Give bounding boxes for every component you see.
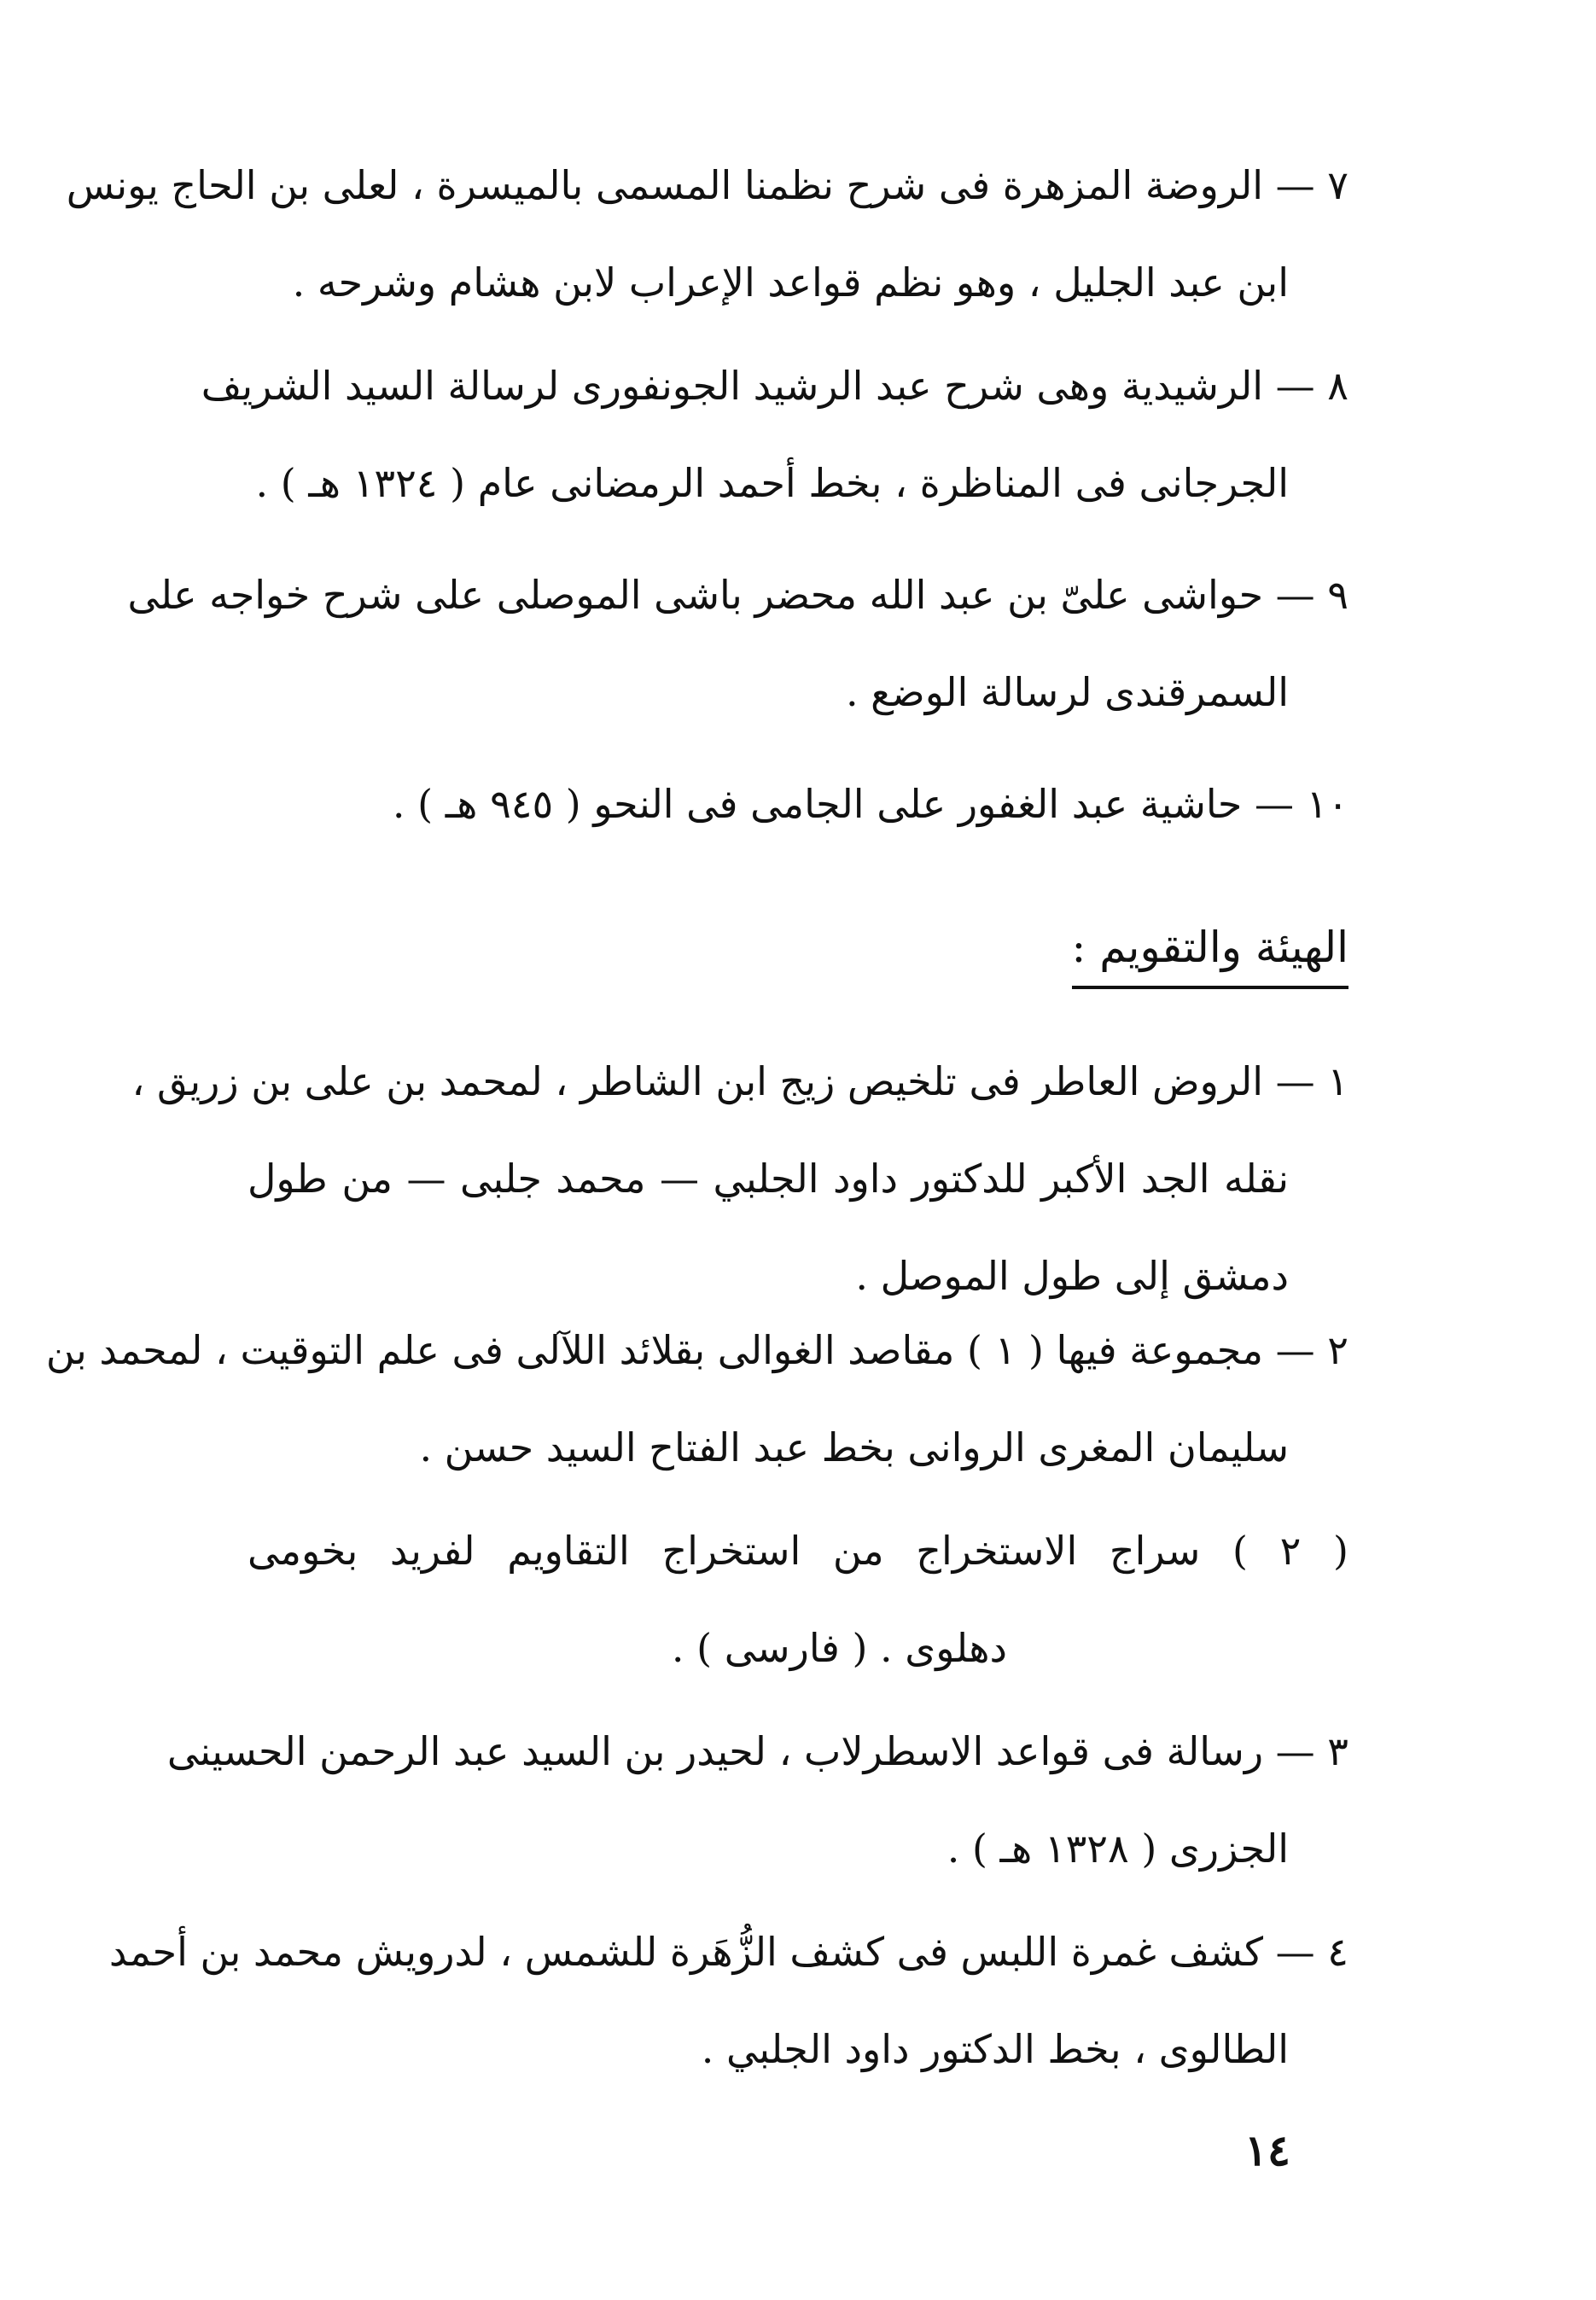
entry-line: ابن عبد الجليل ، وهو نظم قواعد الإعراب لابن هشام وشرحه . (292, 259, 1289, 306)
entry-line: سليمان المغرى الروانى بخط عبد الفتاح السيد حسن . (419, 1424, 1289, 1470)
entry-line: ٤ — كشف غمرة اللبس فى كشف الزُّهَرة للشمس ، لدرويش محمد بن أحمد (108, 1929, 1348, 1975)
entry-line: الطالوى ، بخط الدكتور داود الجلبي . (701, 2026, 1289, 2072)
list-item (108, 1903, 1348, 2098)
entry-line: ٨ — الرشيدية وهى شرح عبد الرشيد الجونفورى لرسالة السيد الشريف (201, 363, 1348, 409)
entry-line: الجرجانى فى المناظرة ، بخط أحمد الرمضانى عام ( ١٣٢٤ هـ ) . (255, 460, 1289, 506)
entry-line: ٩ — حواشى علىّ بن عبد الله محضر باشى الموصلى على شرح خواجه على (127, 572, 1348, 618)
list-item (45, 1301, 1348, 1496)
list-item (127, 546, 1348, 741)
entry-line: دهلوى . ( فارسى ) . (671, 1625, 1007, 1671)
entry-line: ١٠ — حاشية عبد الغفور على الجامى فى النحو ( ٩٤٥ هـ ) . (392, 781, 1348, 827)
entry-line: نقله الجد الأكبر للدكتور داود الجلبي — محمد جلبى — من طول (248, 1156, 1289, 1202)
page-number: ١٤ (1244, 2125, 1290, 2175)
list-item (131, 1033, 1348, 1325)
entry-line: ١ — الروض العاطر فى تلخيص زيج ابن الشاطر ، لمحمد بن على بن زريق ، (131, 1058, 1348, 1104)
list-item (66, 137, 1348, 331)
list-item (248, 755, 1348, 853)
entry-line: ٢ — مجموعة فيها ( ١ ) مقاصد الغوالى بقلائد اللآلى فى علم التوقيت ، لمحمد بن (45, 1327, 1348, 1373)
section-heading: الهيئة والتقويم : (1072, 917, 1348, 989)
entry-line: الجزرى ( ١٣٢٨ هـ ) . (947, 1825, 1289, 1872)
entry-line: ٣ — رسالة فى قواعد الاسطرلاب ، لحيدر بن السيد عبد الرحمن الحسينى (166, 1728, 1348, 1774)
entry-line: السمرقندى لرسالة الوضع . (845, 669, 1289, 715)
entry-line: ( ٢ ) سراج الاستخراج من استخراج التقاويم لفريد بخومى (248, 1528, 1348, 1574)
list-item (166, 1703, 1348, 1897)
list-item (248, 1502, 1348, 1697)
entry-line: ٧ — الروضة المزهرة فى شرح نظمنا المسمى بالميسرة ، لعلى بن الحاج يونس (66, 162, 1348, 208)
entry-line: دمشق إلى طول الموصل . (855, 1253, 1289, 1299)
list-item (201, 337, 1348, 532)
